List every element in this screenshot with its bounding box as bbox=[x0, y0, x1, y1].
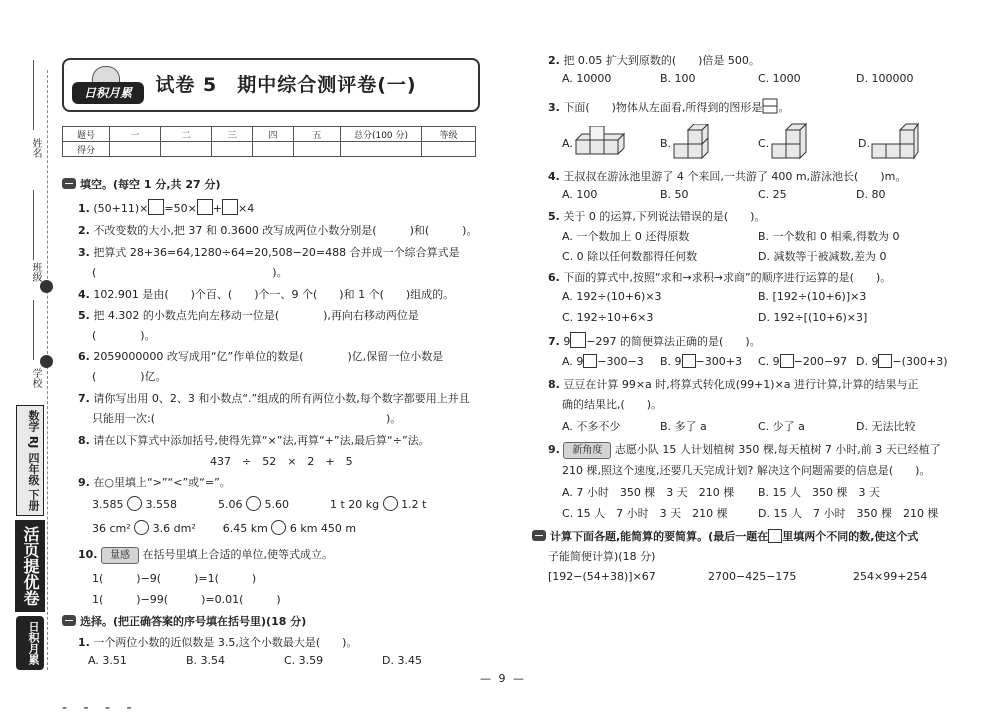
score-header-cell: 一 bbox=[110, 127, 161, 142]
calc-expression: 2700−425−175 bbox=[708, 570, 797, 583]
cube-figure-a bbox=[574, 126, 634, 162]
compare-circle[interactable] bbox=[246, 496, 261, 511]
choice-5: 5. 关于 0 的运算,下列说法错误的是( )。 bbox=[548, 210, 766, 223]
calc-expression: 254×99+254 bbox=[853, 570, 928, 583]
answer-box[interactable] bbox=[197, 199, 213, 215]
section-icon bbox=[62, 615, 76, 626]
choice-9-options-2 bbox=[562, 505, 938, 521]
cut-line bbox=[47, 70, 48, 670]
score-cell[interactable] bbox=[341, 142, 422, 157]
cube-figure-b bbox=[672, 124, 722, 162]
choice-7-options bbox=[562, 354, 947, 368]
choice-9-options-1 bbox=[562, 484, 880, 500]
choice-3: 3. 下面( )物体从左面看,所得到的图形是 。 bbox=[548, 98, 789, 115]
question-9-row1: 3.585 3.558 5.06 5.60 1 t 20 kg 1.2 t bbox=[92, 498, 427, 511]
question-5-cont: ( )。 bbox=[92, 329, 156, 342]
view-shape-icon bbox=[762, 98, 778, 114]
choice-8-options bbox=[562, 418, 915, 434]
option[interactable]: B. 多了 a bbox=[660, 420, 707, 433]
option[interactable]: A. 3.51 bbox=[88, 654, 127, 667]
binding-margin bbox=[0, 0, 58, 711]
choice-8: 8. 豆豆在计算 99×a 时,将算式转化成(99+1)×a 进行计算,计算的结果与正 bbox=[548, 378, 919, 391]
score-header-cell: 总分(100 分) bbox=[341, 127, 422, 142]
tag-badge: 量感 bbox=[101, 547, 139, 564]
title-banner bbox=[62, 58, 480, 112]
question-8-expr: 437 ÷ 52 × 2 + 5 bbox=[210, 455, 353, 468]
choice-1: 1. 一个两位小数的近似数是 3.5,这个小数最大是( )。 bbox=[78, 636, 358, 649]
option[interactable]: A. 100 bbox=[562, 188, 598, 201]
answer-box[interactable] bbox=[148, 199, 164, 215]
score-header-cell: 三 bbox=[212, 127, 253, 142]
score-header-cell: 题号 bbox=[63, 127, 110, 142]
question-6: 6. 2059000000 改写成用“亿”作单位的数是( )亿,保留一位小数是 bbox=[78, 350, 444, 363]
question-7: 7. 请你写出用 0、2、3 和小数点“.”组成的所有两位小数,每个数字都要用上并且 bbox=[78, 392, 470, 405]
question-10-row1: 1( )−9( )=1( ) bbox=[92, 572, 257, 585]
choice-5-options-1 bbox=[562, 228, 900, 244]
question-2: 2. 不改变数的大小,把 37 和 0.3600 改写成两位小数分别是( )和( )。 bbox=[78, 224, 478, 237]
question-4: 4. 102.901 是由( )个百、( )个一、9 个( )和 1 个( )组成的。 bbox=[78, 288, 455, 301]
spine-series: 活页提优卷 bbox=[15, 520, 45, 612]
score-cell[interactable] bbox=[212, 142, 253, 157]
question-8: 8. 请在以下算式中添加括号,使得先算“×”法,再算“+”法,最后算“÷”法。 bbox=[78, 434, 430, 447]
option[interactable]: D. 100000 bbox=[856, 72, 914, 85]
option[interactable]: D. 9 −(300+3) bbox=[856, 355, 948, 368]
score-value-row bbox=[63, 142, 476, 157]
score-cell[interactable] bbox=[294, 142, 341, 157]
question-3: 3. 把算式 28+36=64,1280÷64=20,508−20=488 合并成一个综合算式是 bbox=[78, 246, 460, 259]
footer-dashes: - - - - bbox=[62, 700, 138, 716]
option[interactable]: B. 一个数和 0 相乘,得数为 0 bbox=[758, 230, 900, 243]
choice-3-opt-b[interactable]: B. bbox=[660, 137, 672, 150]
choice-5-options-2 bbox=[562, 248, 886, 264]
spine-logo: 日积月累 bbox=[16, 616, 44, 670]
school-line bbox=[33, 300, 34, 360]
calc-expressions bbox=[548, 570, 927, 583]
option[interactable]: C. 25 bbox=[758, 188, 787, 201]
option[interactable]: B. 9 −300+3 bbox=[660, 355, 742, 368]
score-header-cell: 等级 bbox=[422, 127, 476, 142]
choice-3-opt-d[interactable]: D. bbox=[858, 137, 870, 150]
score-header-cell: 二 bbox=[161, 127, 212, 142]
choice-2: 2. 把 0.05 扩大到原数的( )倍是 500。 bbox=[548, 54, 760, 67]
answer-box bbox=[768, 529, 782, 543]
compare-circle[interactable] bbox=[127, 496, 142, 511]
score-header-row bbox=[63, 127, 476, 142]
question-5: 5. 把 4.302 的小数点先向左移动一位是( ),再向右移动两位是 bbox=[78, 309, 419, 322]
choice-9-cont: 210 棵,照这个速度,还要几天完成计划? 解决这个问题需要的信息是( )。 bbox=[562, 464, 931, 477]
section-3-header-cont: 子能简便计算)(18 分) bbox=[548, 550, 656, 563]
answer-box bbox=[570, 332, 586, 348]
option[interactable]: C. 15 人 7 小时 3 天 210 棵 bbox=[562, 507, 728, 520]
option[interactable]: B. 15 人 350 棵 3 天 bbox=[758, 486, 881, 499]
score-row-label: 得分 bbox=[63, 142, 110, 157]
name-line bbox=[33, 60, 34, 130]
compare-circle[interactable] bbox=[134, 520, 149, 535]
page-title: 试卷 5 期中综合测评卷(一) bbox=[155, 74, 417, 96]
section-1-header: 填空。(每空 1 分,共 27 分) bbox=[62, 176, 221, 192]
option[interactable]: D. 192÷[(10+6)×3] bbox=[758, 311, 868, 324]
tag-badge: 新角度 bbox=[563, 442, 611, 459]
score-header-cell: 四 bbox=[253, 127, 294, 142]
choice-2-options bbox=[562, 72, 913, 85]
binding-hole bbox=[40, 280, 53, 293]
option[interactable]: D. 减数等于被减数,差为 0 bbox=[758, 250, 887, 263]
option[interactable]: D. 无法比较 bbox=[856, 420, 916, 433]
option[interactable]: C. 9 −200−97 bbox=[758, 355, 848, 368]
option[interactable]: A. 7 小时 350 棵 3 天 210 棵 bbox=[562, 486, 735, 499]
option[interactable]: D. 15 人 7 小时 350 棵 210 棵 bbox=[758, 507, 939, 520]
choice-4-options bbox=[562, 188, 885, 201]
section-2-header: 选择。(把正确答案的序号填在括号里)(18 分) bbox=[62, 613, 306, 629]
choice-4: 4. 王叔叔在游泳池里游了 4 个来回,一共游了 400 m,游泳池长( )m。 bbox=[548, 170, 907, 183]
option[interactable]: C. 0 除以任何数都得任何数 bbox=[562, 250, 698, 263]
choice-7: 7. 9 −297 的简便算法正确的是( )。 bbox=[548, 332, 761, 349]
option[interactable]: A. 192÷(10+6)×3 bbox=[562, 290, 662, 303]
option[interactable]: B. 50 bbox=[660, 188, 689, 201]
choice-6-options-1 bbox=[562, 290, 866, 303]
spine-subject: 数学 RJ 四年级 下册 bbox=[16, 405, 44, 516]
option[interactable]: A. 10000 bbox=[562, 72, 612, 85]
score-cell[interactable] bbox=[161, 142, 212, 157]
class-label: 班级 bbox=[30, 262, 41, 282]
book-spine bbox=[14, 405, 46, 666]
cube-figure-d bbox=[870, 122, 920, 162]
option[interactable]: C. 少了 a bbox=[758, 420, 805, 433]
score-table bbox=[62, 126, 476, 157]
question-9-row2: 36 cm² 3.6 dm² 6.45 km 6 km 450 m bbox=[92, 522, 357, 535]
option[interactable]: A. 一个数加上 0 还得原数 bbox=[562, 230, 690, 243]
choice-3-opt-c[interactable]: C. bbox=[758, 137, 770, 150]
option[interactable]: B. 3.54 bbox=[186, 654, 226, 667]
choice-8-cont: 确的结果比,( )。 bbox=[562, 398, 663, 411]
question-9: 9. 在○里填上“>”“<”或“=”。 bbox=[78, 476, 231, 489]
question-3-answer: ( )。 bbox=[92, 266, 288, 279]
compare-circle[interactable] bbox=[271, 520, 286, 535]
option[interactable]: C. 1000 bbox=[758, 72, 801, 85]
school-label: 学校 bbox=[30, 368, 41, 388]
score-cell[interactable] bbox=[110, 142, 161, 157]
option[interactable]: C. 3.59 bbox=[284, 654, 324, 667]
logo-text: 日积月累 bbox=[72, 82, 144, 104]
choice-9: 9. 新角度 志愿小队 15 人计划植树 350 棵,每天植树 7 小时,前 3 天已经植了 bbox=[548, 441, 941, 459]
question-7-cont: 只能用一次:( )。 bbox=[92, 412, 402, 425]
score-cell[interactable] bbox=[253, 142, 294, 157]
name-label: 姓名 bbox=[30, 138, 41, 158]
cube-figure-c bbox=[770, 122, 820, 162]
question-10-row2: 1( )−99( )=0.01( ) bbox=[92, 593, 281, 606]
class-line bbox=[33, 190, 34, 260]
section-icon bbox=[532, 530, 546, 541]
option[interactable]: B. 100 bbox=[660, 72, 696, 85]
option[interactable]: A. 不多不少 bbox=[562, 420, 621, 433]
page-number: — 9 — bbox=[480, 672, 526, 685]
section-icon bbox=[62, 178, 76, 189]
choice-6: 6. 下面的算式中,按照“求和→求积→求商”的顺序进行运算的是( )。 bbox=[548, 271, 892, 284]
binding-hole bbox=[40, 355, 53, 368]
score-cell[interactable] bbox=[422, 142, 476, 157]
section-3-header: 计算下面各题,能简算的要简算。(最后一题在 里填两个不同的数,使这个式 bbox=[532, 528, 918, 544]
choice-6-options-2 bbox=[562, 311, 867, 324]
option[interactable]: D. 3.45 bbox=[382, 654, 422, 667]
compare-circle[interactable] bbox=[383, 496, 398, 511]
option[interactable]: A. 9 −300−3 bbox=[562, 355, 644, 368]
score-header-cell: 五 bbox=[294, 127, 341, 142]
question-10: 10. 量感 在括号里填上合适的单位,使等式成立。 bbox=[78, 546, 333, 564]
question-1: 1. (50+11)× =50× + ×4 bbox=[78, 199, 254, 215]
calc-expression: [192−(54+38)]×67 bbox=[548, 570, 656, 583]
choice-1-options bbox=[88, 654, 422, 667]
option[interactable]: C. 192÷10+6×3 bbox=[562, 311, 654, 324]
question-6-cont: ( )亿。 bbox=[92, 370, 167, 383]
option[interactable]: D. 80 bbox=[856, 188, 886, 201]
choice-3-opt-a[interactable]: A. bbox=[562, 137, 573, 150]
option[interactable]: B. [192÷(10+6)]×3 bbox=[758, 290, 867, 303]
answer-box[interactable] bbox=[222, 199, 238, 215]
